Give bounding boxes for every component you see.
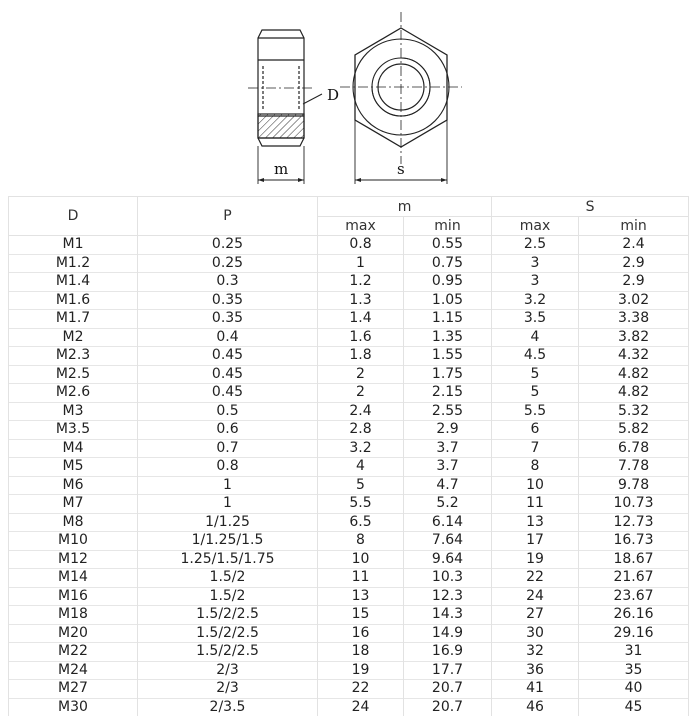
cell-s-max: 19 (492, 550, 579, 569)
cell-s-max: 36 (492, 661, 579, 680)
cell-m-min: 20.7 (404, 698, 492, 716)
table-row (9, 273, 689, 292)
cell-s-max: 5 (492, 384, 579, 403)
header-d: D (9, 197, 138, 236)
cell-m-min: 20.7 (404, 680, 492, 699)
cell-m-min: 1.55 (404, 347, 492, 366)
table-row (9, 291, 689, 310)
cell-s-max: 46 (492, 698, 579, 716)
cell-m-max: 2.4 (318, 402, 404, 421)
cell-m-min: 9.64 (404, 550, 492, 569)
table-row (9, 365, 689, 384)
cell-pitch-p: 1.5/2 (138, 569, 318, 588)
cell-m-min: 3.7 (404, 439, 492, 458)
cell-size-d: M1.4 (9, 273, 138, 292)
table-row (9, 698, 689, 716)
cell-s-min: 16.73 (579, 532, 689, 551)
cell-size-d: M2.3 (9, 347, 138, 366)
cell-pitch-p: 0.35 (138, 291, 318, 310)
table-row (9, 624, 689, 643)
cell-m-max: 19 (318, 661, 404, 680)
table-row (9, 384, 689, 403)
cell-size-d: M10 (9, 532, 138, 551)
table-row (9, 476, 689, 495)
cell-s-min: 2.4 (579, 236, 689, 255)
cell-pitch-p: 2/3.5 (138, 698, 318, 716)
cell-pitch-p: 0.5 (138, 402, 318, 421)
cell-pitch-p: 1.5/2 (138, 587, 318, 606)
cell-s-min: 29.16 (579, 624, 689, 643)
cell-pitch-p: 1 (138, 495, 318, 514)
cell-m-min: 14.3 (404, 606, 492, 625)
cell-s-min: 7.78 (579, 458, 689, 477)
cell-pitch-p: 0.3 (138, 273, 318, 292)
cell-pitch-p: 0.8 (138, 458, 318, 477)
cell-m-max: 1.2 (318, 273, 404, 292)
cell-m-min: 2.55 (404, 402, 492, 421)
cell-m-max: 11 (318, 569, 404, 588)
cell-m-max: 0.8 (318, 236, 404, 255)
cell-s-min: 6.78 (579, 439, 689, 458)
cell-s-max: 30 (492, 624, 579, 643)
cell-s-min: 4.32 (579, 347, 689, 366)
cell-m-min: 3.7 (404, 458, 492, 477)
cell-s-max: 5.5 (492, 402, 579, 421)
cell-pitch-p: 0.25 (138, 254, 318, 273)
table-row (9, 347, 689, 366)
cell-pitch-p: 0.4 (138, 328, 318, 347)
header-s-max: max (492, 217, 579, 236)
cell-size-d: M7 (9, 495, 138, 514)
cell-size-d: M16 (9, 587, 138, 606)
cell-size-d: M18 (9, 606, 138, 625)
cell-size-d: M1 (9, 236, 138, 255)
cell-s-min: 18.67 (579, 550, 689, 569)
cell-size-d: M1.2 (9, 254, 138, 273)
cell-size-d: M24 (9, 661, 138, 680)
cell-m-max: 4 (318, 458, 404, 477)
cell-pitch-p: 0.35 (138, 310, 318, 329)
cell-s-min: 45 (579, 698, 689, 716)
table-row (9, 495, 689, 514)
cell-m-min: 7.64 (404, 532, 492, 551)
cell-s-max: 3.2 (492, 291, 579, 310)
cell-s-min: 9.78 (579, 476, 689, 495)
cell-m-min: 0.95 (404, 273, 492, 292)
cell-size-d: M22 (9, 643, 138, 662)
cell-m-max: 15 (318, 606, 404, 625)
cell-size-d: M1.7 (9, 310, 138, 329)
cell-m-min: 16.9 (404, 643, 492, 662)
table-row (9, 661, 689, 680)
cell-s-max: 24 (492, 587, 579, 606)
header-p: P (138, 197, 318, 236)
cell-pitch-p: 1.5/2/2.5 (138, 643, 318, 662)
cell-m-min: 1.05 (404, 291, 492, 310)
header-m-min: min (404, 217, 492, 236)
table-row (9, 587, 689, 606)
cell-m-min: 1.75 (404, 365, 492, 384)
cell-pitch-p: 0.6 (138, 421, 318, 440)
cell-s-max: 3 (492, 273, 579, 292)
cell-pitch-p: 0.45 (138, 365, 318, 384)
cell-pitch-p: 1 (138, 476, 318, 495)
cell-pitch-p: 0.45 (138, 384, 318, 403)
table-row (9, 236, 689, 255)
label-d: D (327, 86, 340, 104)
cell-s-min: 3.38 (579, 310, 689, 329)
cell-m-min: 0.75 (404, 254, 492, 273)
cell-m-min: 1.35 (404, 328, 492, 347)
header-s: S (492, 197, 689, 217)
cell-m-min: 0.55 (404, 236, 492, 255)
cell-s-min: 5.32 (579, 402, 689, 421)
hex-nut-drawing (0, 0, 696, 196)
label-s: s (397, 160, 405, 178)
cell-s-max: 7 (492, 439, 579, 458)
cell-size-d: M2.5 (9, 365, 138, 384)
cell-m-max: 22 (318, 680, 404, 699)
table-row (9, 458, 689, 477)
cell-size-d: M8 (9, 513, 138, 532)
cell-s-min: 3.02 (579, 291, 689, 310)
cell-m-max: 1.6 (318, 328, 404, 347)
cell-s-max: 4 (492, 328, 579, 347)
table-row (9, 643, 689, 662)
table-row (9, 421, 689, 440)
cell-s-max: 32 (492, 643, 579, 662)
cell-m-min: 10.3 (404, 569, 492, 588)
cell-m-min: 17.7 (404, 661, 492, 680)
cell-s-min: 12.73 (579, 513, 689, 532)
header-s-min: min (579, 217, 689, 236)
cell-s-min: 2.9 (579, 254, 689, 273)
cell-s-max: 4.5 (492, 347, 579, 366)
cell-size-d: M5 (9, 458, 138, 477)
header-m-max: max (318, 217, 404, 236)
cell-pitch-p: 1/1.25/1.5 (138, 532, 318, 551)
cell-pitch-p: 2/3 (138, 680, 318, 699)
header-m: m (318, 197, 492, 217)
table-row (9, 310, 689, 329)
cell-m-max: 10 (318, 550, 404, 569)
cell-s-max: 2.5 (492, 236, 579, 255)
nut-top-view (340, 12, 462, 184)
cell-size-d: M3 (9, 402, 138, 421)
cell-s-min: 10.73 (579, 495, 689, 514)
table-row (9, 439, 689, 458)
cell-s-min: 4.82 (579, 365, 689, 384)
cell-size-d: M1.6 (9, 291, 138, 310)
cell-s-min: 2.9 (579, 273, 689, 292)
table-row (9, 550, 689, 569)
hex-nut-diagram (0, 0, 696, 196)
cell-pitch-p: 1.5/2/2.5 (138, 606, 318, 625)
cell-m-max: 16 (318, 624, 404, 643)
cell-size-d: M2 (9, 328, 138, 347)
cell-s-min: 5.82 (579, 421, 689, 440)
cell-m-min: 4.7 (404, 476, 492, 495)
cell-s-max: 5 (492, 365, 579, 384)
label-m: m (274, 160, 289, 178)
cell-s-min: 23.67 (579, 587, 689, 606)
cell-s-max: 13 (492, 513, 579, 532)
cell-pitch-p: 0.25 (138, 236, 318, 255)
cell-size-d: M2.6 (9, 384, 138, 403)
cell-size-d: M20 (9, 624, 138, 643)
cell-m-min: 6.14 (404, 513, 492, 532)
cell-size-d: M6 (9, 476, 138, 495)
table-row (9, 402, 689, 421)
cell-pitch-p: 1/1.25 (138, 513, 318, 532)
cell-pitch-p: 2/3 (138, 661, 318, 680)
table-row (9, 254, 689, 273)
cell-m-max: 13 (318, 587, 404, 606)
cell-m-max: 1.4 (318, 310, 404, 329)
cell-m-max: 1.8 (318, 347, 404, 366)
table-row (9, 513, 689, 532)
cell-m-max: 2.8 (318, 421, 404, 440)
cell-m-max: 6.5 (318, 513, 404, 532)
table-body (9, 236, 689, 717)
cell-s-min: 40 (579, 680, 689, 699)
cell-m-max: 5 (318, 476, 404, 495)
table-row (9, 328, 689, 347)
cell-m-max: 3.2 (318, 439, 404, 458)
cell-size-d: M3.5 (9, 421, 138, 440)
cell-size-d: M14 (9, 569, 138, 588)
cell-s-min: 3.82 (579, 328, 689, 347)
cell-s-max: 3.5 (492, 310, 579, 329)
cell-m-max: 24 (318, 698, 404, 716)
cell-s-min: 31 (579, 643, 689, 662)
cell-size-d: M27 (9, 680, 138, 699)
cell-size-d: M12 (9, 550, 138, 569)
table-row (9, 680, 689, 699)
cell-s-max: 17 (492, 532, 579, 551)
cell-pitch-p: 1.25/1.5/1.75 (138, 550, 318, 569)
table-row (9, 606, 689, 625)
table-row (9, 569, 689, 588)
cell-s-max: 10 (492, 476, 579, 495)
hex-nut-dimension-table (8, 196, 689, 716)
cell-m-max: 5.5 (318, 495, 404, 514)
cell-size-d: M4 (9, 439, 138, 458)
cell-m-min: 2.9 (404, 421, 492, 440)
cell-m-max: 18 (318, 643, 404, 662)
cell-m-min: 14.9 (404, 624, 492, 643)
cell-m-max: 2 (318, 365, 404, 384)
table-row (9, 532, 689, 551)
cell-s-max: 27 (492, 606, 579, 625)
cell-s-max: 41 (492, 680, 579, 699)
cell-s-max: 8 (492, 458, 579, 477)
cell-s-min: 21.67 (579, 569, 689, 588)
cell-size-d: M30 (9, 698, 138, 716)
cell-m-max: 1 (318, 254, 404, 273)
cell-s-max: 6 (492, 421, 579, 440)
cell-m-min: 5.2 (404, 495, 492, 514)
cell-m-min: 2.15 (404, 384, 492, 403)
cell-s-max: 22 (492, 569, 579, 588)
cell-m-max: 2 (318, 384, 404, 403)
cell-pitch-p: 0.7 (138, 439, 318, 458)
cell-m-min: 1.15 (404, 310, 492, 329)
cell-pitch-p: 1.5/2/2.5 (138, 624, 318, 643)
cell-s-max: 3 (492, 254, 579, 273)
cell-s-min: 26.16 (579, 606, 689, 625)
cell-s-min: 35 (579, 661, 689, 680)
table-header (9, 197, 689, 236)
cell-s-max: 11 (492, 495, 579, 514)
cell-m-max: 1.3 (318, 291, 404, 310)
cell-s-min: 4.82 (579, 384, 689, 403)
cell-m-max: 8 (318, 532, 404, 551)
cell-m-min: 12.3 (404, 587, 492, 606)
cell-pitch-p: 0.45 (138, 347, 318, 366)
